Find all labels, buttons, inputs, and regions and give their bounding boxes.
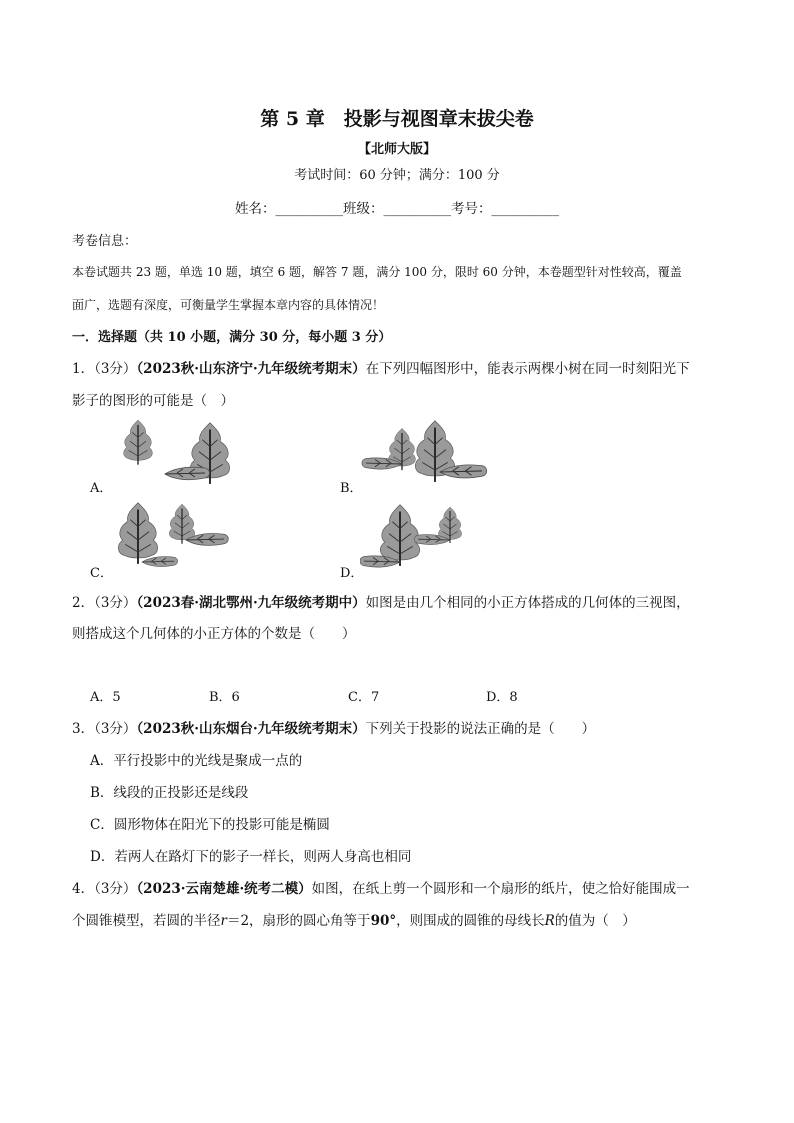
q2-option-b: B．6: [209, 690, 240, 705]
name-class-id-row: 姓名：__________班级：__________考号：__________: [235, 201, 559, 217]
question-source: （2023春·湖北鄂州·九年级统考期中）: [136, 595, 366, 611]
option-a-label: A．: [90, 481, 113, 496]
q4-text-part: 个圆锥模型，若圆的半径: [72, 913, 221, 929]
question-number: 4．（3分）: [72, 881, 137, 897]
section-heading: 一．选择题（共 10 小题，满分 30 分，每小题 3 分）: [72, 330, 392, 345]
figure-option-d: [360, 500, 500, 575]
q4-var-R: R: [544, 913, 555, 929]
question-source: （2023·云南楚雄·统考二模）: [136, 881, 312, 897]
q4-text-part: 的值为（ ）: [554, 913, 636, 929]
figure-option-b: [360, 412, 500, 492]
question-2-line-1: [72, 591, 690, 611]
option-c-label: C．: [90, 566, 113, 581]
figure-option-c: [110, 500, 250, 575]
question-text: 下列关于投影的说法正确的是（ ）: [365, 721, 596, 737]
info-line-1: 本卷试题共 23 题，单选 10 题，填空 6 题，解答 7 题，满分 100 分，限时 60 分钟，本卷题型针对性较高，覆盖: [72, 265, 682, 279]
q2-option-d: D．8: [486, 690, 518, 705]
q2-option-c: C．7: [348, 690, 380, 705]
q3-option-d: D．若两人在路灯下的影子一样长，则两人身高也相同: [90, 849, 412, 865]
q4-angle: 90°: [370, 913, 397, 929]
question-source: （2023秋·山东烟台·九年级统考期末）: [136, 721, 366, 737]
question-4-line-1: [72, 877, 690, 897]
question-4-line-2: [72, 909, 636, 929]
question-number: 3．（3分）: [72, 721, 137, 737]
exam-time: 考试时间：60 分钟；满分：100 分: [294, 168, 500, 183]
question-3-line-1: [72, 717, 595, 737]
question-source: （2023秋·山东济宁·九年级统考期末）: [136, 361, 366, 377]
question-number: 2．（3分）: [72, 595, 137, 611]
question-text: 在下列四幅图形中，能表示两棵小树在同一时刻阳光下: [365, 361, 690, 377]
figure-option-a: [110, 412, 250, 492]
question-text: 如图，在纸上剪一个圆形和一个扇形的纸片，使之恰好能围成一: [311, 881, 690, 897]
question-number: 1．（3分）: [72, 361, 137, 377]
q4-text-part: ，则围成的圆锥的母线长: [396, 913, 545, 929]
question-text: 如图是由几个相同的小正方体搭成的几何体的三视图，: [365, 595, 690, 611]
edition-label: 【北师大版】: [357, 142, 436, 157]
question-2-line-2: 则搭成这个几何体的小正方体的个数是（ ）: [72, 626, 356, 642]
info-heading: 考卷信息：: [72, 234, 138, 249]
q2-option-a: A．5: [90, 690, 121, 705]
page-title: 第 5 章 投影与视图章末拔尖卷: [260, 108, 534, 130]
question-1-line-1: [72, 357, 690, 377]
option-d-label: D．: [340, 566, 364, 581]
q4-var-r: r: [220, 913, 227, 929]
question-1-line-2: 影子的图形的可能是（ ）: [72, 393, 234, 409]
q3-option-a: A．平行投影中的光线是聚成一点的: [90, 753, 303, 769]
option-b-label: B．: [340, 481, 363, 496]
q3-option-c: C．圆形物体在阳光下的投影可能是椭圆: [90, 817, 330, 833]
q4-text-part: ＝2，扇形的圆心角等于: [226, 913, 371, 929]
info-line-2: 面广，选题有深度，可衡量学生掌握本章内容的具体情况！: [72, 298, 385, 312]
q3-option-b: B．线段的正投影还是线段: [90, 785, 249, 801]
